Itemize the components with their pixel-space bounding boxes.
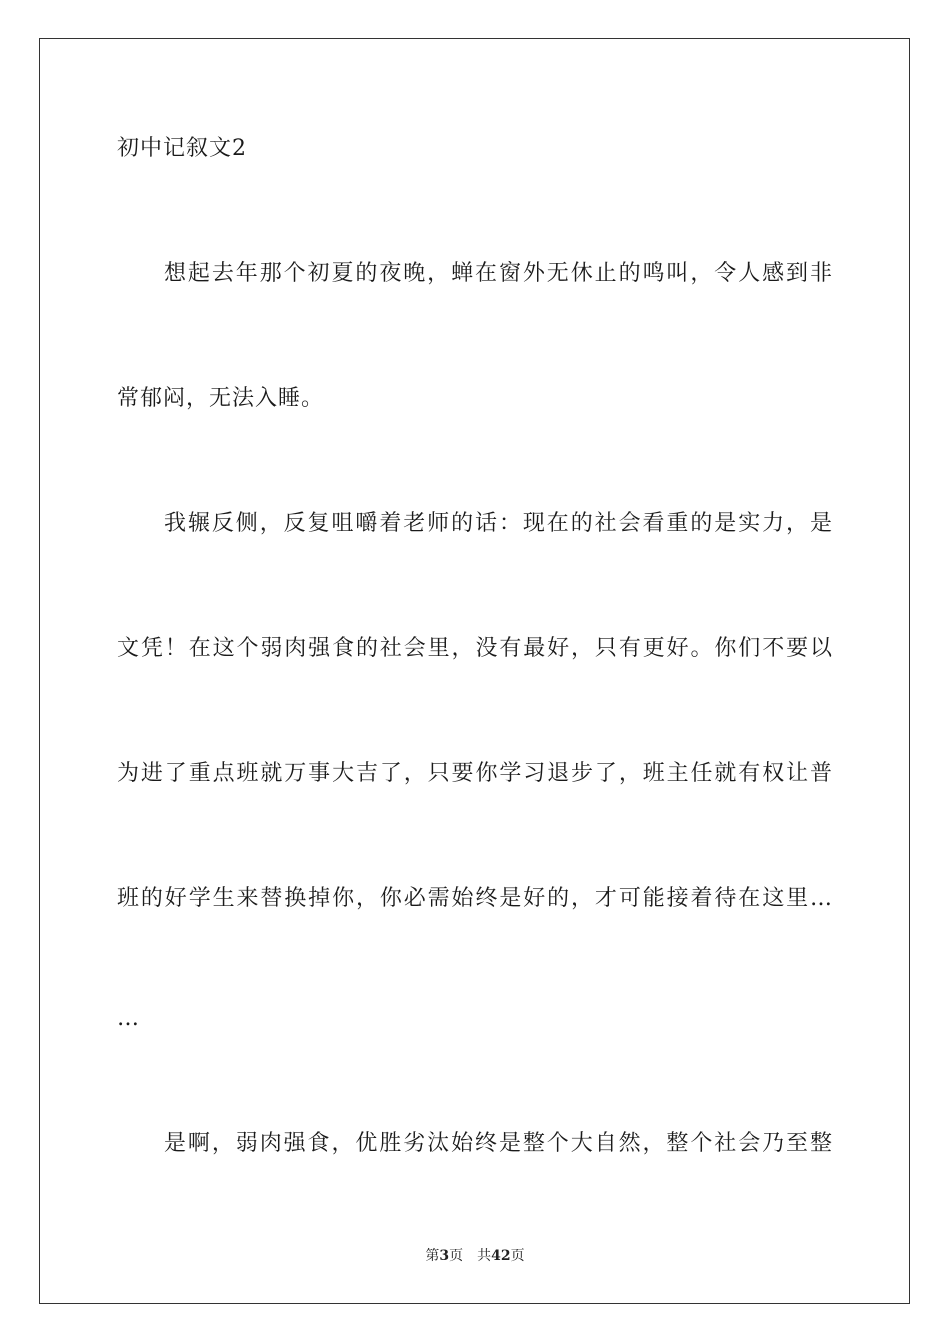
page-number: 3 [439,1248,450,1264]
paragraph-line: 想起去年那个初夏的夜晚，蝉在窗外无休止的鸣叫，令人感到非 [164,261,833,286]
total-suffix: 页 [510,1248,525,1264]
paragraph-line: … [117,1006,140,1031]
paragraph-line: 是啊，弱肉强食，优胜劣汰始终是整个大自然，整个社会乃至整 [164,1131,833,1156]
page-prefix: 第 [425,1248,440,1264]
paragraph-line: 文凭！在这个弱肉强食的社会里，没有最好，只有更好。你们不要以 [117,636,833,661]
paragraph-line: 我辗反侧，反复咀嚼着老师的话：现在的社会看重的是实力，是 [164,511,833,536]
paragraph-line: 为进了重点班就万事大吉了，只要你学习退步了，班主任就有权让普 [117,761,833,786]
paragraph-line: 班的好学生来替换掉你，你必需始终是好的，才可能接着待在这里… [117,886,833,911]
total-prefix: 共 [477,1248,492,1264]
page-footer [0,1247,950,1265]
paragraph-line: 常郁闷，无法入睡。 [117,386,325,411]
page-border [39,38,910,1304]
document-heading: 初中记叙文2 [117,136,247,161]
total-pages: 42 [491,1248,511,1264]
page-suffix: 页 [449,1248,464,1264]
